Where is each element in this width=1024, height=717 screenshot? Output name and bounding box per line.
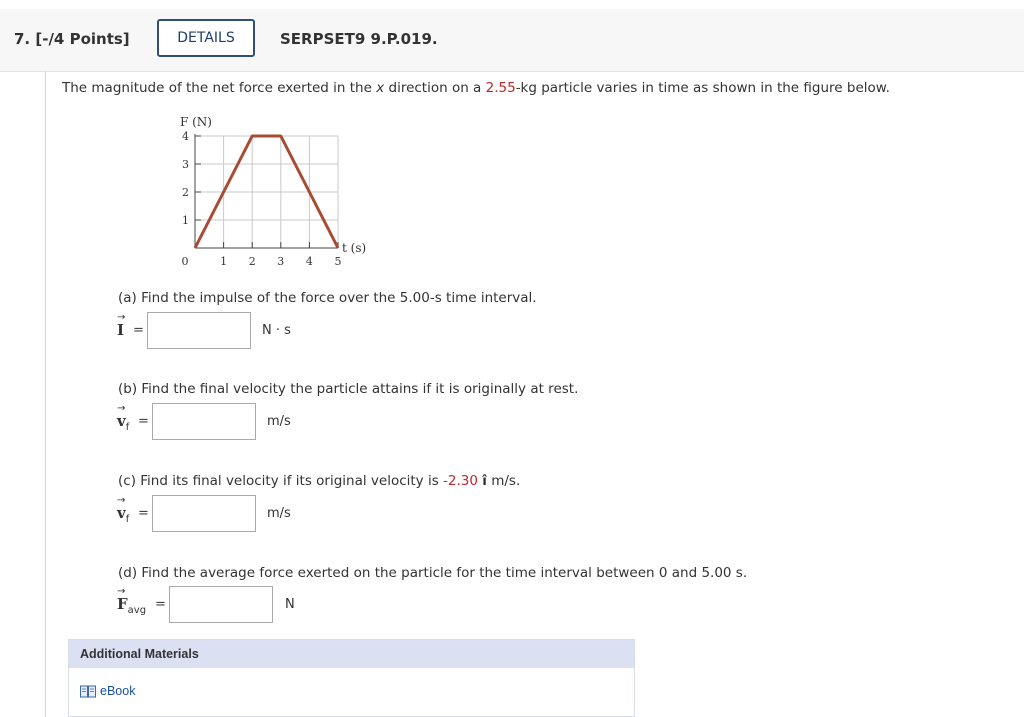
question-number: 7. [-/4 Points] <box>14 30 130 48</box>
x-variable: x <box>376 80 385 96</box>
impulse-symbol: → I <box>117 312 126 339</box>
y-tick-label: 1 <box>182 214 189 227</box>
force-unit: N <box>285 597 295 612</box>
y-tick-label: 3 <box>182 158 189 171</box>
y-tick-label: 2 <box>182 186 189 199</box>
part-b-question: (b) Find the final velocity the particle attains if it is originally at rest. <box>118 381 579 397</box>
x-tick-label: 0 <box>181 255 189 268</box>
mass-value: 2.55 <box>485 80 516 96</box>
question-header <box>0 9 1024 72</box>
impulse-input[interactable] <box>147 312 251 349</box>
x-tick-label: 2 <box>248 255 256 268</box>
additional-materials-panel <box>68 639 635 717</box>
final-velocity-b-input[interactable] <box>152 403 256 440</box>
ebook-label: eBook <box>100 684 136 698</box>
part-c-answer-row: → $v_f$ = m/s <box>117 495 417 533</box>
unit-vector-i: î <box>482 473 487 489</box>
velocity-c-unit: m/s <box>267 506 291 521</box>
vector-arrow-icon: → <box>117 495 126 506</box>
part-a-answer-row: → I = N · s <box>117 312 417 350</box>
problem-statement: The magnitude of the net force exerted in the x direction on a 2.55-kg particle varies in time as shown in the figure below. <box>62 80 890 96</box>
y-tick-label: 4 <box>182 130 189 143</box>
vector-arrow-icon: → <box>117 312 126 323</box>
x-tick-label: 4 <box>305 255 313 268</box>
vector-arrow-icon: → <box>117 403 126 414</box>
part-d-question: (d) Find the average force exerted on the particle for the time interval between 0 and 5.00 s. <box>118 565 748 581</box>
additional-materials-heading: Additional Materials <box>69 640 634 668</box>
details-button[interactable]: DETAILS <box>157 19 255 57</box>
book-icon <box>80 685 96 698</box>
average-force-input[interactable] <box>169 586 273 623</box>
part-b-answer-row: → $v_f$ = m/s <box>117 403 417 441</box>
velocity-b-unit: m/s <box>267 414 291 429</box>
x-tick-label: 3 <box>277 255 285 268</box>
x-tick-label: 5 <box>334 255 342 268</box>
ebook-link[interactable] <box>80 684 135 698</box>
vector-arrow-icon: → <box>117 586 126 597</box>
force-time-figure <box>168 112 383 272</box>
final-velocity-symbol: → $v_f$ <box>117 495 130 525</box>
x-tick-label: 1 <box>220 255 228 268</box>
x-axis-label: t (s) <box>342 241 367 255</box>
part-c-question: (c) Find its final velocity if its original velocity is -2.30 î m/s. <box>118 473 521 489</box>
problem-code: SERPSET9 9.P.019. <box>280 30 438 48</box>
initial-velocity-value: -2.30 <box>443 473 478 489</box>
final-velocity-symbol: → $v_f$ <box>117 403 130 433</box>
force-time-chart <box>168 112 383 272</box>
y-axis-label: F (N) <box>179 115 213 129</box>
part-d-answer-row: → $F_{avg}$ = N <box>117 586 417 624</box>
final-velocity-c-input[interactable] <box>152 495 256 532</box>
part-a-question: (a) Find the impulse of the force over the 5.00-s time interval. <box>118 290 537 306</box>
average-force-symbol: → $F_{avg}$ <box>117 586 147 616</box>
impulse-unit: N · s <box>262 323 291 338</box>
